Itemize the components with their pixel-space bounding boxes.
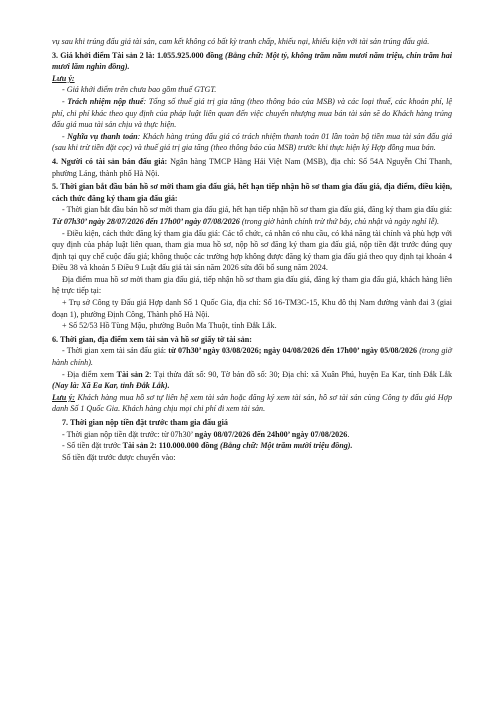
- section-6-heading: 6. Thời gian, địa điểm xem tài sản và hồ sơ giấy tờ tài sản:: [52, 334, 252, 344]
- s7-p2-a: - Số tiền đặt trước: [62, 441, 123, 451]
- section-5-location-hanoi: + Trụ sở Công ty Đấu giá Hợp danh Số 1 Quốc Gia, địa chỉ: Số 16-TM3C-15, Khu đô thị Nam đường vành đai 3 (giai đoạn 1), phường Định Công, Thành phố Hà Nội.: [52, 298, 452, 319]
- section-4-owner: [52, 156, 452, 179]
- section-4-text: Ngân hàng TMCP Hàng Hải Việt Nam (MSB), địa chỉ: Số 54A Nguyễn Chí Thanh, phường Láng, thành phố Hà Nội.: [52, 156, 452, 178]
- section-6-viewing-location: [52, 369, 452, 392]
- section-5-location-daklak: + Số 52/53 Hồ Tùng Mậu, phường Buôn Ma Thuột, tỉnh Đắk Lắk.: [62, 321, 277, 331]
- s6-p2-address: : Tại thửa đất số: 90, Tờ bản đồ số: 30; Địa chỉ: xã Xuân Phú, huyện Ea Kar, tỉnh Đắk Lắk: [149, 369, 453, 379]
- s6-note-label: Lưu ý:: [52, 392, 76, 402]
- s6-p1-dates: từ 07h30’ ngày 03/08/2026; ngày 04/08/2026 đến 17h00’ ngày 05/08/2026: [168, 346, 418, 356]
- section-5-locations: Địa điểm mua hồ sơ mời tham gia đấu giá, tiếp nhận hồ sơ tham gia đấu giá, đăng ký tham gia đấu giá, khách hàng liên hệ trực tiếp tại:: [52, 274, 452, 296]
- s6-p2-new-address: (Nay là: Xã Ea Kar, tỉnh Đắk Lắk).: [52, 381, 170, 391]
- section-4-label: 4. Người có tài sản bán đấu giá:: [52, 156, 168, 166]
- s7-p1-dates: ngày 08/07/2026 đến 24h00’ ngày 07/08/2026: [194, 429, 348, 439]
- note-item-payment: [52, 131, 452, 154]
- s5-p1-note: (trong giờ hành chính trừ thứ bảy, chủ nhật và ngày nghỉ lễ).: [239, 216, 440, 226]
- s6-p2-asset: Tài sản 2: [116, 369, 150, 379]
- note-payment-label: - Nghĩa vụ thanh toán: [62, 131, 138, 141]
- note-item-tax: [52, 96, 452, 131]
- section-6-viewing-time: [52, 345, 452, 368]
- s7-p2-words: (Bằng chữ: Một trăm mười triệu đồng).: [217, 441, 353, 451]
- s6-p2-a: - Địa điểm xem: [62, 369, 117, 379]
- s7-p1-a: - Thời gian nộp tiền đặt trước: từ 07h30’: [62, 429, 195, 439]
- note-tax-text: : Tổng số thuế giá trị gia tăng (theo thông báo của MSB) và các loại thuế, các khoản phí, lệ phí, chi phí khác theo quy định của pháp luật liên quan đến việc chuyển nhượng mua bán tài sản sẽ do Khách hàng trúng đấu giá mua tài sản chịu và thực hiện.: [52, 96, 452, 130]
- s6-note-text: Khách hàng mua hồ sơ tự liên hệ xem tài sản hoặc đăng ký xem tài sản, hồ sơ tài sản cùng Công ty đấu giá Hợp danh Số 1 Quốc Gia. Khách hàng chịu mọi chi phí đi xem tài sản.: [52, 392, 452, 414]
- section-7-deposit-amount: [52, 440, 452, 452]
- s6-p1-note: (trong giờ hành chính).: [52, 346, 452, 368]
- section-7-heading: 7. Thời gian nộp tiền đặt trước tham gia đấu giá: [62, 418, 228, 427]
- section-3-label: 3. Giá khởi điểm Tài sản 2 là: 1.055.925.000 đồng: [52, 50, 225, 60]
- note-item-vat: - Giá khởi điểm trên chưa bao gồm thuế GTGT.: [62, 85, 217, 95]
- note-title: Lưu ý:: [52, 73, 75, 83]
- s6-p1-text: - Thời gian xem tài sản đấu giá:: [62, 346, 169, 356]
- section-6-note: [52, 392, 452, 415]
- note-tax-label: - Trách nhiệm nộp thuế: [62, 96, 144, 106]
- s5-p1-dates: Từ 07h30’ ngày 28/07/2026 đến 17h00’ ngày 07/08/2026: [52, 216, 240, 226]
- section-5-conditions: - Điều kiện, cách thức đăng ký tham gia đấu giá: Các tổ chức, cá nhân có nhu cầu, có khả năng tài chính và phù hợp với quy định của pháp luật liên quan, tham gia mua hồ sơ, nộp hồ sơ đăng ký tham gia đấu giá, nộp tiền đặt trước đúng quy định tại quy chế cuộc đấu giá; không thuộc các trường hợp không được đăng ký tham gia đấu giá theo quy định tại khoản 4 Điều 38 và khoản 5 Điều 9 Luật đấu giá tài sản năm 2026 sửa đổi bổ sung năm 2024.: [52, 228, 452, 273]
- section-5-heading: 5. Thời gian bắt đầu bán hồ sơ mời tham gia đấu giá, hết hạn tiếp nhận hồ sơ tham gia đấu giá, địa điểm, điều kiện, cách thức đăng ký tham gia đấu giá:: [52, 182, 452, 203]
- section-5-registration-time: [52, 204, 452, 227]
- note-payment-text: : Khách hàng trúng đấu giá có trách nhiệm thanh toán 01 lần toàn bộ tiền mua tài sản đấu giá (sau khi trừ tiền đặt cọc) và thuế giá trị gia tăng (theo thông báo của MSB) trước khi thực hiện ký Hợp đồng mua bán.: [52, 131, 452, 153]
- section-3-starting-price: [52, 50, 452, 73]
- section-3-amount-words: (Bằng chữ: Một tỷ, không trăm năm mươi năm triệu, chín trăm hai mươi lăm nghìn đồng).: [52, 50, 452, 72]
- section-7-transfer-to: Số tiền đặt trước được chuyển vào:: [62, 452, 176, 462]
- s5-p1-text: - Thời gian bắt đầu bán hồ sơ mời tham gia đấu giá, hết hạn tiếp nhận hồ sơ tham gia đấu giá, đăng ký tham gia đấu giá:: [62, 205, 452, 215]
- s7-p1-c: .: [347, 429, 350, 439]
- s7-p2-amount: Tài sản 2: 110.000.000 đồng: [122, 441, 218, 451]
- intro-paragraph: vụ sau khi trúng đấu giá tài sản, cam kết không có bất kỳ tranh chấp, khiếu nại, khiếu kiện với tài sản trúng đấu giá.: [52, 37, 430, 46]
- section-7-deposit-time: [52, 429, 452, 441]
